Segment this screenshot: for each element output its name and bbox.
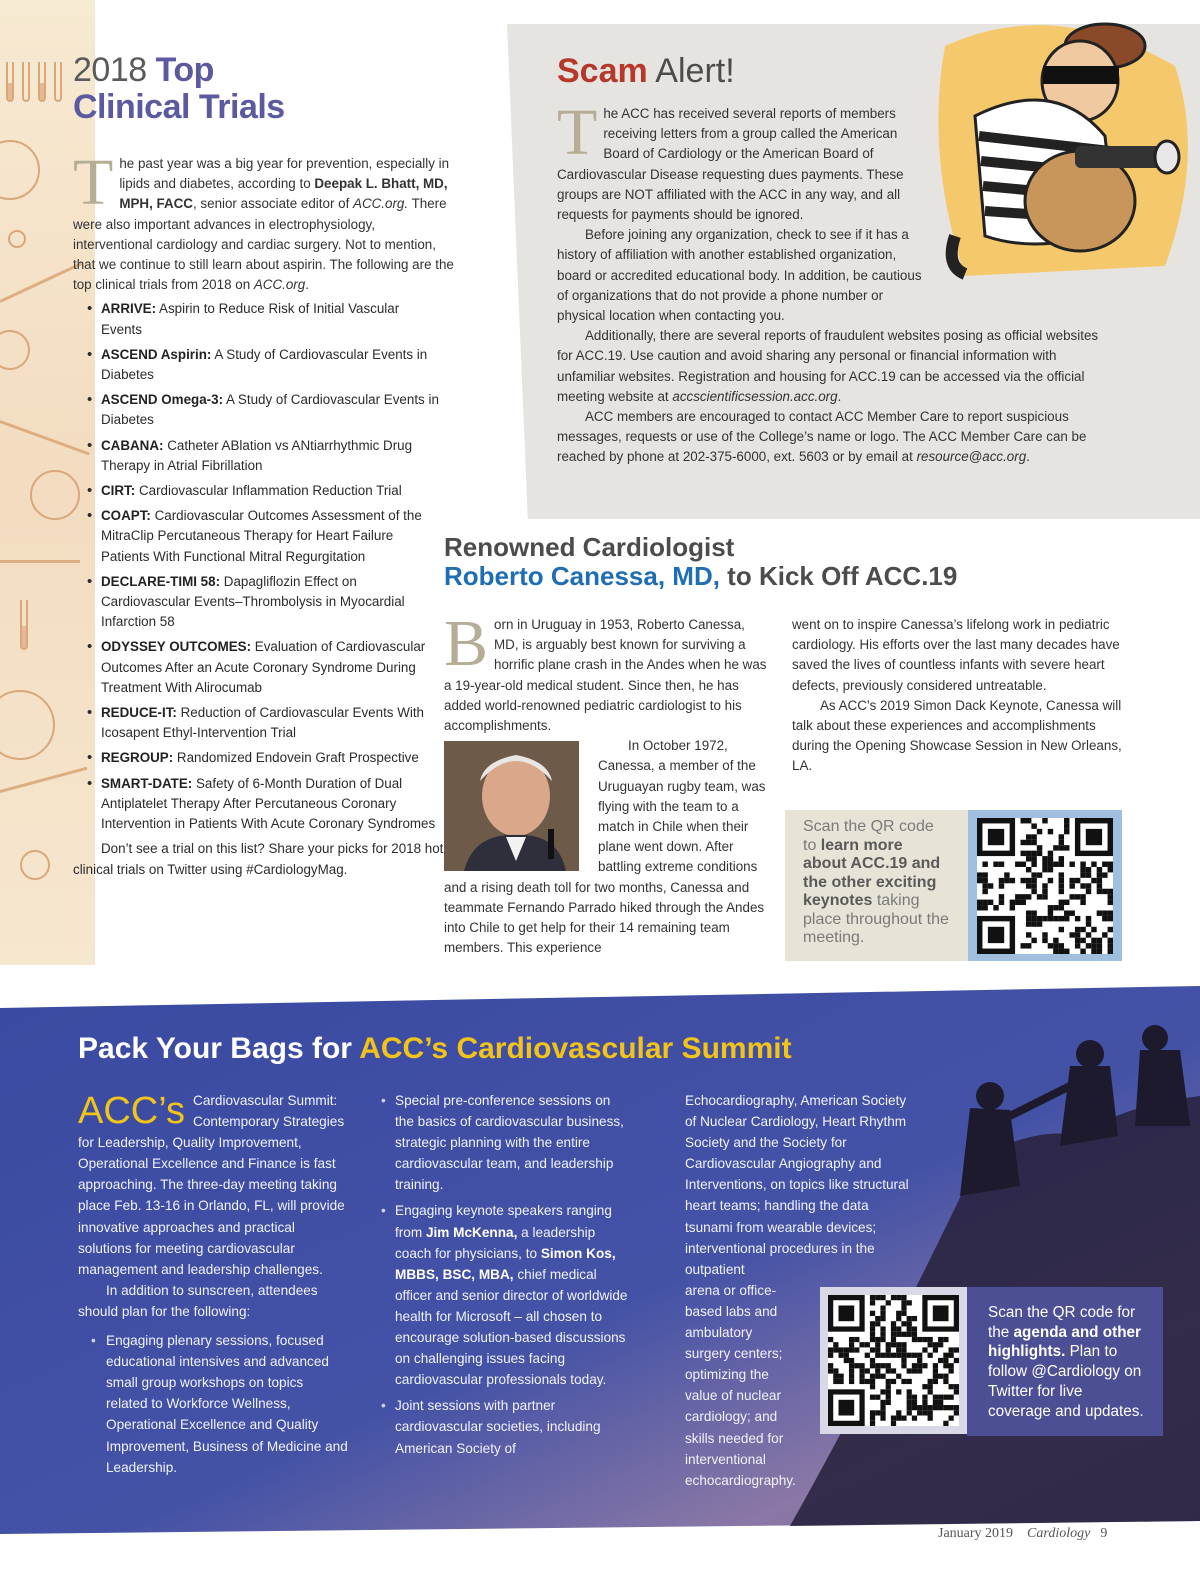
trials-list <box>87 299 458 834</box>
scam-paragraph-1 <box>557 96 922 225</box>
summit-list-1 <box>78 1330 348 1478</box>
summit-paragraph-1 <box>78 1090 348 1280</box>
trial-list-item <box>87 572 442 633</box>
intro-end: . <box>305 277 309 293</box>
scam-headline <box>557 52 1102 91</box>
list-item: • Engaging plenary sessions, focused educational intensives and advanced small group workshops on topics related to Workforce Wellness, Operational Excellence and Quality Improvement, Business of Medicine and Leadership. <box>78 1330 348 1478</box>
scam-alert-article <box>557 52 1102 468</box>
qr-text-a: Scan the QR code for the <box>988 1304 1136 1341</box>
trials-intro <box>73 146 458 295</box>
trial-list-item <box>87 436 442 476</box>
summit-column-2 <box>381 1090 631 1464</box>
trial-acronym: COAPT: <box>101 508 151 524</box>
intro-text-b: , senior associate editor of <box>192 196 354 212</box>
acc19-qr-callout <box>785 810 968 961</box>
editor-name: Deepak L. Bhatt, MD, MPH, FACC <box>119 176 448 212</box>
magazine-name: Cardiology <box>1027 1526 1091 1541</box>
scam-headline-red: Scam <box>557 52 648 90</box>
trial-description: Randomized Endovein Graft Prospective <box>176 750 419 766</box>
qr-code-icon[interactable] <box>977 818 1113 954</box>
trial-acronym: ASCEND Aspirin: <box>101 346 212 362</box>
trial-acronym: ASCEND Omega-3: <box>101 392 224 408</box>
trial-acronym: ODYSSEY OUTCOMES: <box>101 639 252 655</box>
trial-list-item <box>87 299 442 339</box>
canessa-column-2 <box>792 615 1122 777</box>
trial-acronym: SMART-DATE: <box>101 775 193 791</box>
summit-headline-plain: Pack Your Bags for <box>78 1032 360 1065</box>
trial-acronym: DECLARE-TIMI 58: <box>101 573 221 589</box>
scam-paragraph-2: Before joining any organization, check to see if it has a history of affiliation with another established organization, board or accredited educational body. In addition, be cautious of organizations that do not provide a phone number or physical location when contacting you. <box>557 227 922 324</box>
trial-description: Dapagliflozin Effect on Cardiovascular Events–Thrombolysis in Myocardial Infarction 58 <box>101 573 405 630</box>
summit-qr-callout <box>967 1287 1163 1436</box>
headline-year: 2018 <box>73 51 156 89</box>
trials-headline <box>73 52 458 126</box>
drop-cap: B <box>444 607 489 680</box>
trial-acronym: REGROUP: <box>101 750 174 766</box>
canessa-portrait-photo <box>444 741 579 871</box>
page-footer <box>938 1526 1107 1542</box>
trials-outro: Don’t see a trial on this list? Share your picks for 2018 hot clinical trials on Twitter using #CardiologyMag. <box>73 841 444 877</box>
canessa-p1-text: orn in Uruguay in 1953, Roberto Canessa, MD, is arguably best known for surviving a horrific plane crash in the Andes when he was a 19-year-old medical student. Since then, he has added world-renowned pediatric cardiologist to his accomplishments. <box>444 617 767 734</box>
keynote-text-b: a leadership coach for physicians, to <box>395 1224 596 1261</box>
keynote-text-a: Engaging keynote speakers ranging from <box>395 1203 612 1240</box>
canessa-headline-line1: Renowned Cardiologist <box>444 532 735 562</box>
summit-col3-text-b: arena or office-based labs and ambulatory surgery centers; optimizing the value of nuclear cardiology; and skills needed for interventional echocardiography. <box>685 1282 796 1488</box>
scam-p3-end: . <box>837 388 842 404</box>
member-care-email-link[interactable]: resource@acc.org <box>916 449 1027 465</box>
trial-list-item <box>87 703 442 743</box>
canessa-paragraph-4: As ACC’s 2019 Simon Dack Keynote, Canessa will talk about these experiences and accomplishments during the Opening Showcase Session in New Orleans, LA. <box>792 697 1122 774</box>
summit-p1-text: Cardiovascular Summit: Contemporary Strategies for Leadership, Quality Improvement, Operational Excellence and Finance is fast approaching. The three-day meeting taking place Feb. 13-16 in Orlando, FL, will provide innovative approaches and practical solutions for meeting cardiovascular management and leadership challenges. <box>78 1093 345 1277</box>
scam-p1-text: he ACC has received several reports of members receiving letters from a group called the American Board of Cardiology or the American Board of Cardiovascular Disease requesting dues payments. These groups are NOT affiliated with the ACC in any way, and all requests for payments should be ignored. <box>557 106 904 223</box>
qr-text-c: Plan to follow @Cardiology on Twitter for live coverage and updates. <box>988 1343 1144 1420</box>
qr-text-bold: agenda and other highlights. <box>988 1323 1142 1361</box>
acc19-qr-text <box>803 818 950 948</box>
canessa-name: Roberto Canessa, MD, <box>444 561 720 591</box>
trial-list-item <box>87 345 442 385</box>
scam-p4-text: ACC members are encouraged to contact ACC Member Care to report suspicious messages, requests or use of the College’s name or logo. The ACC Member Care can be reached by phone at 202-375-6000, ext. 5603 or by email at <box>557 409 1087 465</box>
trial-description: Evaluation of Cardiovascular Outcomes After an Acute Coronary Syndrome During Treatment With Alirocumab <box>101 639 426 695</box>
trial-acronym: CIRT: <box>101 483 136 499</box>
headline-highlight: Top <box>155 51 214 89</box>
canessa-paragraph-2: In October 1972, Canessa, a member of the Uruguayan rugby team, was flying with the team to a match in Chile when their plane went down. After battling extreme conditions and a rising death toll for two months, Canessa and teammate Fernando Parrado hiked through the Andes into Chile to get help for their 14 remaining team members. This experience <box>444 738 766 956</box>
trial-list-item <box>87 481 442 501</box>
list-item <box>381 1200 631 1390</box>
canessa-headline-rest: to Kick Off ACC.19 <box>719 561 958 591</box>
scam-paragraph-4 <box>557 407 1102 468</box>
official-website-link[interactable]: accscientificsession.acc.org <box>672 388 838 404</box>
intro-text-a: he past year was a big year for prevention, especially in lipids and diabetes, according to <box>119 156 450 192</box>
summit-headline <box>78 1032 792 1066</box>
drop-cap: T <box>557 96 598 169</box>
qr-text-c: taking place throughout the meeting. <box>803 892 949 946</box>
acc19-qr-code-frame[interactable] <box>968 810 1122 961</box>
speaker-name-2: Simon Kos, MBBS, BSC, MBA, <box>395 1245 616 1282</box>
summit-qr-code-frame[interactable] <box>820 1287 967 1434</box>
trial-list-item <box>87 390 442 430</box>
scam-paragraph-3 <box>557 326 1102 407</box>
list-item: • Joint sessions with partner cardiovascular societies, including American Society of <box>381 1395 631 1458</box>
scam-headline-rest: Alert! <box>647 52 735 90</box>
keynote-text-c: chief medical officer and senior director of worldwide health for Microsoft – all chosen to encourage solution-based discussions on challenging issues facing cardiovascular professionals today. <box>395 1266 628 1388</box>
qr-text-bold: learn more about ACC.19 and the other exciting keynotes <box>803 836 941 909</box>
qr-code-icon[interactable] <box>828 1295 959 1426</box>
trial-list-item <box>87 748 442 768</box>
canessa-column-1 <box>444 607 770 958</box>
issue-date: January 2019 <box>938 1526 1014 1541</box>
trial-acronym: CABANA: <box>101 437 164 453</box>
summit-col3-text-a: Echocardiography, American Society of Nuclear Cardiology, Heart Rhythm Society and the Society for Cardiovascular Angiography and Interventions, on topics like structural heart teams; handling the data tsunami from wearable devices; interventional procedures in the outpatient <box>685 1093 909 1277</box>
scam-p4-end: . <box>1026 449 1030 465</box>
top-clinical-trials-article <box>73 52 458 880</box>
site-name-2: ACC.org <box>253 277 306 293</box>
trial-description: Safety of 6-Month Duration of Dual Antiplatelet Therapy After Percutaneous Coronary Intervention in Patients With Acute Coronary Syndromes <box>101 775 436 832</box>
summit-drop-word: ACC’s <box>78 1090 185 1132</box>
trial-acronym: ARRIVE: <box>101 301 157 317</box>
trial-description: A Study of Cardiovascular Events in Diabetes <box>101 346 428 383</box>
summit-list-2 <box>381 1090 631 1459</box>
scam-body <box>557 96 1102 468</box>
site-name: ACC.org. <box>353 196 409 212</box>
trial-acronym: REDUCE-IT: <box>101 705 177 721</box>
trial-description: A Study of Cardiovascular Events in Diabetes <box>101 392 439 428</box>
list-item: • Special pre-conference sessions on the basics of cardiovascular business, strategic planning with the entire cardiovascular team, and leadership training. <box>381 1090 631 1195</box>
canessa-paragraph-1 <box>444 607 770 736</box>
intro-text-c: There were also important advances in electrophysiology, interventional cardiology and cardiac surgery. Not to mention, that we continue to still learn about aspirin. The following are the top clinical trials from 2018 on <box>73 196 454 293</box>
speaker-name-1: Jim McKenna, <box>425 1224 518 1240</box>
trial-description: Catheter ABlation vs ANtiarrhythmic Drug Therapy in Atrial Fibrillation <box>101 437 413 473</box>
page-number: 9 <box>1100 1526 1108 1541</box>
trial-description: Reduction of Cardiovascular Events With Icosapent Ethyl-Intervention Trial <box>101 705 424 741</box>
summit-column-1 <box>78 1090 348 1483</box>
trial-description: Cardiovascular Inflammation Reduction Trial <box>138 483 402 499</box>
canessa-paragraph-3: went on to inspire Canessa’s lifelong work in pediatric cardiology. His efforts over the last many decades have saved the lives of countless infants with severe heart defects, previously considered untreatable. <box>792 617 1120 693</box>
drop-cap: T <box>73 146 114 219</box>
trial-list-item <box>87 637 442 698</box>
trial-description: Cardiovascular Outcomes Assessment of the MitraClip Percutaneous Therapy for Heart Failure Patients With Functional Mitral Regurgitation <box>101 508 422 564</box>
trial-description: Aspirin to Reduce Risk of Initial Vascular Events <box>101 301 400 337</box>
scam-p3-text: Additionally, there are several reports of fraudulent websites posing as official websites for ACC.19. Use caution and avoid sharing any personal or financial information with unfamiliar websites. Registration and housing for ACC.19 can be accessed via the official meeting website at <box>557 328 1099 404</box>
qr-text-a: Scan the QR code to <box>803 818 934 854</box>
summit-paragraph-2: In addition to sunscreen, attendees should plan for the following: <box>78 1282 318 1319</box>
canessa-headline <box>444 533 1144 591</box>
summit-headline-yellow: ACC’s Cardiovascular Summit <box>359 1032 792 1065</box>
trial-list-item <box>87 506 442 567</box>
headline-line2: Clinical Trials <box>73 88 285 126</box>
trial-list-item <box>87 774 442 835</box>
